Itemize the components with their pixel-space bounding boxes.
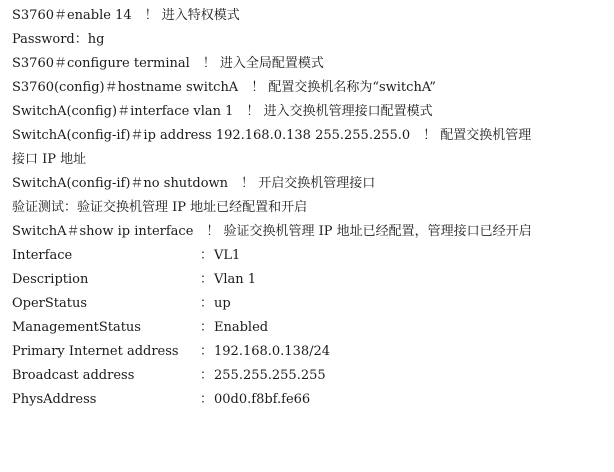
field-key: ManagementStatus bbox=[12, 320, 141, 335]
field-value: 00d0.f8bf.fe66 bbox=[214, 392, 311, 407]
field-key: OperStatus bbox=[12, 296, 88, 311]
text-line: SwitchA(config-if)＃no shutdown ！ 开启交换机管理接口 bbox=[12, 176, 376, 191]
field-value: VL1 bbox=[214, 248, 241, 263]
field-value: Vlan 1 bbox=[214, 272, 257, 287]
field-value: Enabled bbox=[214, 320, 269, 335]
field-value: 192.168.0.138/24 bbox=[214, 344, 331, 359]
text-line: 接口 IP 地址 bbox=[12, 152, 87, 167]
field-sep: ： bbox=[200, 392, 214, 407]
phys-address-field bbox=[12, 392, 311, 408]
field-sep: ： bbox=[200, 272, 214, 287]
field-key: Broadcast address bbox=[12, 368, 135, 383]
field-sep: ： bbox=[200, 248, 214, 263]
field-sep: ： bbox=[200, 368, 214, 383]
description-field bbox=[12, 272, 257, 288]
broadcast-address-field bbox=[12, 368, 326, 384]
text-line: SwitchA(config-if)＃ip address 192.168.0.138 255.255.255.0 ！ 配置交换机管理 bbox=[12, 128, 532, 143]
oper-status-field bbox=[12, 296, 231, 312]
text-line: Password：hg bbox=[12, 32, 105, 47]
field-key: Interface bbox=[12, 248, 73, 263]
text-line: S3760(config)＃hostname switchA ！ 配置交换机名称为“switchA” bbox=[12, 80, 436, 95]
field-sep: ： bbox=[200, 296, 214, 311]
text-line: 验证测试：验证交换机管理 IP 地址已经配置和开启 bbox=[12, 200, 308, 215]
field-value: up bbox=[214, 296, 231, 311]
field-sep: ： bbox=[200, 320, 214, 335]
primary-address-field bbox=[12, 344, 331, 360]
field-key: Description bbox=[12, 272, 89, 287]
text-line: S3760＃enable 14 ！ 进入特权模式 bbox=[12, 8, 240, 23]
text-line: S3760＃configure terminal ！ 进入全局配置模式 bbox=[12, 56, 324, 71]
field-key: Primary Internet address bbox=[12, 344, 179, 359]
text-line: SwitchA＃show ip interface ！ 验证交换机管理 IP 地址已经配置，管理接口已经开启 bbox=[12, 224, 532, 239]
text-line: SwitchA(config)＃interface vlan 1 ！ 进入交换机管理接口配置模式 bbox=[12, 104, 433, 119]
interface-field bbox=[12, 248, 241, 264]
field-key: PhysAddress bbox=[12, 392, 97, 407]
management-status-field bbox=[12, 320, 269, 336]
field-sep: ： bbox=[200, 344, 214, 359]
field-value: 255.255.255.255 bbox=[214, 368, 326, 383]
